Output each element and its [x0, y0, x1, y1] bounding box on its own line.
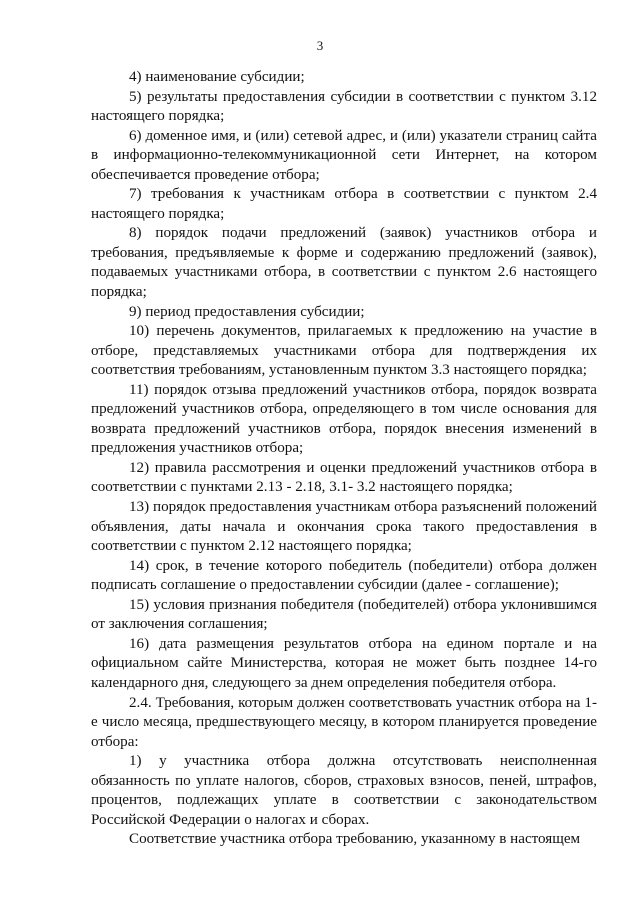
paragraph: 1) у участника отбора должна отсутствовать неисполненная обязанность по уплате налогов, сборов, страховых взносов, пеней, штрафов, процентов, подлежащих уплате в соответствии с законодательством Российской Федерации о налогах и сборах. — [91, 753, 597, 828]
paragraph: 9) период предоставления субсидии; — [129, 303, 365, 320]
paragraph: 2.4. Требования, которым должен соответствовать участник отбора на 1-е число месяца, предшествующего месяцу, в котором планируется проведение отбора: — [91, 694, 597, 750]
paragraph: Соответствие участника отбора требованию, указанному в настоящем — [129, 831, 581, 848]
paragraph: 8) порядок подачи предложений (заявок) участников отбора и требования, предъявляемые к форме и содержанию предложений (заявок), подаваемых участниками отбора, в соответствии с пунктом 2.6 настоящего порядка; — [91, 225, 597, 301]
paragraph: 15) условия признания победителя (победителей) отбора уклонившимся от заключения соглашения; — [91, 596, 597, 633]
paragraph: 6) доменное имя, и (или) сетевой адрес, и (или) указатели страниц сайта в информационно-телекоммуникационной сети Интернет, на котором обеспечивается проведение отбора; — [91, 127, 597, 183]
paragraph: 7) требования к участникам отбора в соответствии с пунктом 2.4 настоящего порядка; — [91, 186, 597, 222]
paragraph: 12) правила рассмотрения и оценки предложений участников отбора в соответствии с пунктами 2.13 - 2.18, 3.1- 3.2 настоящего порядка; — [91, 459, 597, 496]
paragraph: 14) срок, в течение которого победитель (победители) отбора должен подписать соглашение о предоставлении субсидии (далее - соглашение); — [91, 557, 597, 594]
paragraph: 10) перечень документов, прилагаемых к предложению на участие в отборе, представляемых участниками отбора для подтверждения их соответствия требованиям, установленным пунктом 3.3 настоящего порядка; — [91, 323, 597, 379]
paragraph: 13) порядок предоставления участникам отбора разъяснений положений объявления, даты начала и окончания срока такого предоставления в соответствии с пунктом 2.12 настоящего порядка; — [91, 499, 597, 555]
paragraph: 4) наименование субсидии; — [129, 69, 305, 85]
paragraph: 5) результаты предоставления субсидии в соответствии с пунктом 3.12 настоящего порядка; — [91, 88, 597, 125]
paragraph: 11) порядок отзыва предложений участников отбора, порядок возврата предложений участников отбора, определяющего в том числе основания для возврата предложений участников отбора, порядок внесения изменений в предложения участников отбора; — [91, 381, 597, 457]
document-body — [91, 68, 597, 850]
page-number: 3 — [316, 38, 324, 53]
paragraph: 16) дата размещения результатов отбора на едином портале и на официальном сайте Министерства, которая не может быть позднее 14-го календарного дня, следующего за днем определения победителя отбора. — [91, 635, 597, 691]
